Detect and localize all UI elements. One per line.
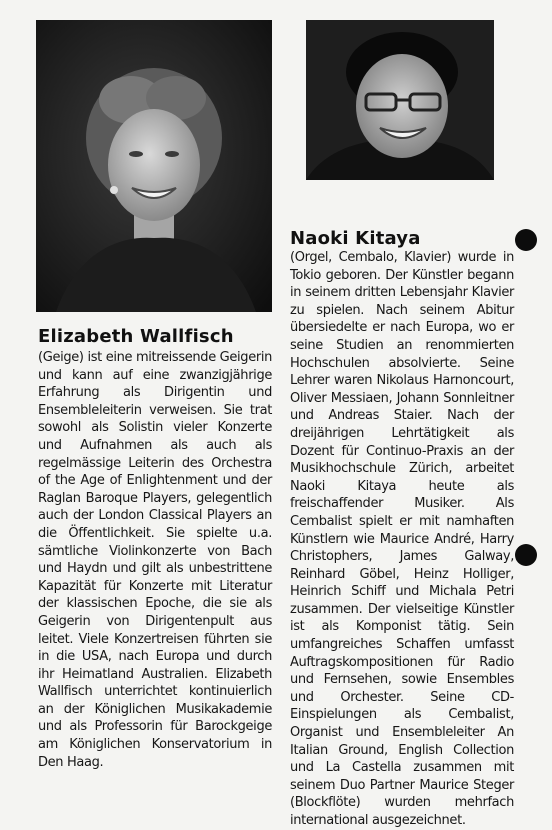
- artist-name-elizabeth-wallfisch: Elizabeth Wallfisch: [38, 326, 234, 347]
- artist-name-naoki-kitaya: Naoki Kitaya: [290, 228, 421, 249]
- biography-elizabeth-wallfisch: (Geige) ist eine mitreissende Geigerin und kann auf eine zwanzigjährige Erfahrung als Dirigentin und Ensembleleiterin verweisen. Sie trat sowohl als Solistin vieler Konzerte und Aufnahmen als auch als regelmässige Leiterin des Orchestra of the Age of Enlightenment und der Raglan Baroque Players, gelegentlich auch der London Classical Players an die Öffentlichkeit. Sie spielte u.a. sämtliche Violinkonzerte von Bach und Haydn und gilt als unbestrittene Kapazität für Konzerte mit Literatur der klassischen Epoche, die sie als Geigerin von Dirigentenpult aus leitet. Viele Konzertreisen führten sie in die USA, nach Europa und durch ihr Heimatland Australien. Elizabeth Wallfisch unterrichtet kontinuierlich an der Königlichen Musikakademie und als Professorin für Barockgeige am Königlichen Konservatorium in Den Haag.: [38, 350, 272, 770]
- page-marker-dot-top: [515, 229, 537, 251]
- page-marker-dot-middle: [515, 544, 537, 566]
- portrait-photo-elizabeth-wallfisch: [36, 20, 272, 312]
- biography-naoki-kitaya: (Orgel, Cembalo, Klavier) wurde in Tokio geboren. Der Künstler begann in seinem dritten Lebensjahr Klavier zu spielen. Nach seinem Abitur übersiedelte er nach Europa, wo er seine Studien an renommierten Hochschulen absolvierte. Seine Lehrer waren Nikolaus Harnoncourt, Oliver Messiaen, Johann Sonnleitner und Andreas Staier. Nach der dreijährigen Lehrtätigkeit als Dozent für Continuo-Praxis an der Musikhochschule Zürich, arbeitet Naoki Kitaya heute als freischaffender Musiker. Als Cembalist spielt er mit namhaften Künstlern wie Maurice André, Harry Christophers, James Galway, Reinhard Göbel, Heinz Holliger, Heinrich Schiff und Michala Petri zusammen. Der vielseitige Künstler ist als Komponist tätig. Sein umfangreiches Schaffen umfasst Auftragskompositionen für Radio und Fernsehen, sowie Ensembles und Orchester. Seine CD-Einspielungen als Cembalist, Organist und Ensembleleiter An Italian Ground, English Collection und La Castella zusammen mit seinem Duo Partner Maurice Steger (Blockflöte) wurden mehrfach international ausgezeichnet.: [290, 250, 514, 828]
- portrait-photo-naoki-kitaya: [306, 20, 494, 180]
